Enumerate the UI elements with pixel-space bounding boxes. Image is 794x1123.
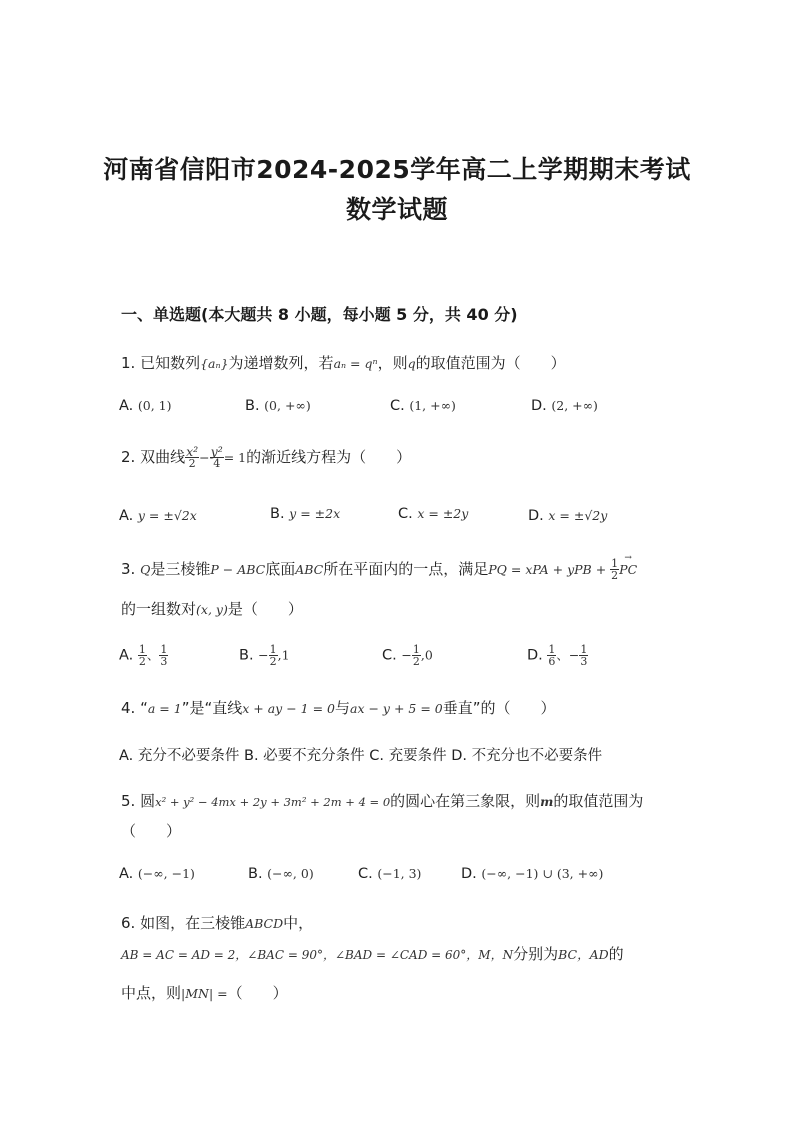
fraction <box>210 446 224 469</box>
fraction <box>185 446 199 469</box>
fraction-denominator: 4 <box>213 457 221 470</box>
option-math: y = ±√2x <box>137 508 197 523</box>
question-3-line2 <box>121 598 303 619</box>
question-number: 4. <box>121 699 136 717</box>
question-text: 是（ ） <box>227 600 303 618</box>
q5-option-d[interactable] <box>461 866 603 882</box>
minus-sign: − <box>568 647 580 663</box>
question-6-line2 <box>121 943 624 964</box>
math-expression: a = 1 <box>147 701 182 716</box>
option-math: (2, +∞) <box>551 398 598 413</box>
question-5 <box>121 790 643 811</box>
math-expression: P − ABC <box>210 562 266 577</box>
option-label: B. <box>270 506 285 522</box>
question-number: 5. <box>121 792 136 810</box>
fraction-denominator: 2 <box>269 655 277 668</box>
option-math: y = ±2x <box>289 506 341 521</box>
document-title-line1: 河南省信阳市2024-2025学年高二上学期期末考试 <box>103 155 691 184</box>
option-label: B. <box>245 398 260 414</box>
fraction-numerator: 1 <box>412 643 420 656</box>
option-label: D. <box>527 647 543 664</box>
fraction-numerator: 1 <box>160 643 168 656</box>
separator: 、 <box>556 647 569 663</box>
question-text: 如图，在三棱锥 <box>140 914 246 932</box>
fraction-numerator: 1 <box>269 643 277 656</box>
option-value: 0 <box>424 647 433 663</box>
math-expression: ABCD <box>245 916 284 931</box>
math-expression: x² + y² − 4mx + 2y + 3m² + 2m + 4 = 0 <box>155 795 391 809</box>
separator: 、 <box>146 647 160 663</box>
fraction-denominator: 2 <box>412 655 420 668</box>
option-label: A. <box>119 647 134 664</box>
option-label: D. <box>528 508 544 524</box>
question-number: 2. <box>121 448 136 466</box>
fraction-numerator: 1 <box>580 643 588 656</box>
question-3 <box>121 558 637 581</box>
option-label: C. <box>382 647 397 664</box>
question-text: 的圆心在第三象限，则 <box>390 792 541 810</box>
section-heading: 一、单选题(本大题共 8 小题，每小题 5 分，共 40 分) <box>121 305 518 324</box>
math-expression: aₙ = qⁿ <box>333 356 378 371</box>
question-6 <box>121 912 313 933</box>
question-text: 与 <box>334 699 350 717</box>
fraction <box>412 644 421 667</box>
option-label: C. <box>390 398 405 414</box>
math-expression: ABC <box>295 562 324 577</box>
q5-option-b[interactable] <box>248 866 314 882</box>
math-operator: − <box>199 450 210 465</box>
math-expression: m <box>540 794 554 809</box>
question-text: 分别为 <box>513 945 559 963</box>
question-number: 1. <box>121 354 136 372</box>
question-number: 3. <box>121 560 136 578</box>
q3-option-d[interactable] <box>527 644 588 667</box>
fraction-denominator: 6 <box>548 655 556 668</box>
vector-equation: PQ = xPA + yPB + <box>488 562 611 577</box>
q2-option-d[interactable] <box>528 508 607 524</box>
q2-option-c[interactable] <box>398 506 468 522</box>
fraction-denominator: 3 <box>580 655 588 668</box>
option-math: (−∞, −1) <box>137 866 195 881</box>
option-math: (−∞, −1) ∪ (3, +∞) <box>481 866 604 881</box>
question-number: 6. <box>121 914 136 932</box>
fraction <box>610 558 619 581</box>
math-expression: BC，AD <box>558 947 609 962</box>
question-text: 中点，则 <box>121 984 182 1002</box>
document-title-line2: 数学试题 <box>345 195 448 224</box>
question-text: ，则 <box>377 354 408 372</box>
option-math: (−∞, 0) <box>267 866 314 881</box>
question-text: ”是“直线 <box>181 699 243 717</box>
q3-option-b[interactable] <box>239 644 290 667</box>
option-math: (0, +∞) <box>264 398 311 413</box>
fraction-numerator: 1 <box>138 643 146 656</box>
math-expression: AB = AC = AD = 2，∠BAC = 90°，∠BAD = ∠CAD = 60°，M，N <box>121 948 514 962</box>
q1-option-a[interactable] <box>119 398 172 414</box>
fraction-numerator: x² <box>186 444 199 459</box>
question-text: 中， <box>283 914 314 932</box>
option-math: x = ±2y <box>417 506 469 521</box>
minus-sign: − <box>258 647 269 663</box>
question-text: 的取值范围为（ ） <box>415 354 566 372</box>
question-6-line3 <box>121 982 288 1003</box>
math-expression: (x, y) <box>196 602 228 617</box>
q3-option-c[interactable] <box>382 644 433 667</box>
q2-option-a[interactable] <box>119 508 197 524</box>
fraction-denominator: 2 <box>611 569 619 582</box>
question-text: 的 <box>608 945 624 963</box>
option-math: (0, 1) <box>137 398 172 413</box>
fraction-denominator: 2 <box>188 457 196 470</box>
option-label: D. <box>531 398 547 414</box>
fraction-denominator: 3 <box>160 655 168 668</box>
q3-option-a[interactable] <box>119 644 168 667</box>
option-label: D. <box>461 866 477 882</box>
question-text: 的一组数对 <box>121 600 197 618</box>
math-expression: |MN| = <box>181 986 228 1001</box>
question-text: 是三棱锥 <box>150 560 211 578</box>
question-text: 为递增数列，若 <box>228 354 334 372</box>
fraction-numerator: 1 <box>548 643 556 656</box>
option-label: C. <box>398 506 413 522</box>
q1-option-c[interactable] <box>390 398 456 414</box>
fraction-numerator: y² <box>210 444 223 459</box>
question-text: 的取值范围为 <box>553 792 644 810</box>
math-expression: q <box>407 356 416 371</box>
separator: , <box>420 647 425 663</box>
question-text: 已知数列 <box>140 354 201 372</box>
question-text: 底面 <box>265 560 296 578</box>
question-1 <box>121 352 566 373</box>
fraction-denominator: 2 <box>138 655 146 668</box>
question-5-line2: （ ） <box>121 822 182 840</box>
fraction <box>159 644 168 667</box>
q5-option-c[interactable] <box>358 866 421 882</box>
option-label: A. <box>119 508 134 524</box>
question-text: 圆 <box>140 792 156 810</box>
fraction <box>269 644 278 667</box>
math-expression: Q <box>140 562 151 577</box>
option-math: (−1, 3) <box>377 866 422 881</box>
option-label: B. <box>248 866 263 882</box>
q1-option-b[interactable] <box>245 398 311 414</box>
question-text: （ ） <box>227 984 288 1002</box>
option-label: A. <box>119 398 134 414</box>
fraction <box>138 644 147 667</box>
minus-sign: − <box>401 647 412 663</box>
fraction <box>579 644 588 667</box>
math-expression: x + ay − 1 = 0 <box>242 701 335 716</box>
math-expression: {aₙ} <box>200 356 229 371</box>
q4-options[interactable]: A. 充分不必要条件 B. 必要不充分条件 C. 充要条件 D. 不充分也不必要条件 <box>119 748 603 764</box>
separator: , <box>277 647 282 663</box>
option-label: B. <box>239 647 254 664</box>
question-text: 所在平面内的一点，满足 <box>323 560 489 578</box>
question-text: 双曲线 <box>140 448 186 466</box>
option-label: C. <box>358 866 373 882</box>
question-text: “ <box>140 699 148 717</box>
question-2 <box>121 446 411 469</box>
question-text: 垂直”的（ ） <box>442 699 556 717</box>
option-math: (1, +∞) <box>409 398 456 413</box>
math-expression: = 1 <box>223 450 247 465</box>
question-4 <box>121 697 556 718</box>
vector-pc: → PC <box>619 562 637 577</box>
q1-option-d[interactable] <box>531 398 598 414</box>
q2-option-b[interactable] <box>270 506 340 522</box>
question-text: 的渐近线方程为（ ） <box>246 448 412 466</box>
fraction-numerator: 1 <box>611 557 619 570</box>
q5-option-a[interactable] <box>119 866 195 882</box>
option-label: A. <box>119 866 134 882</box>
option-math: x = ±√2y <box>548 508 608 523</box>
math-expression: ax − y + 5 = 0 <box>350 701 443 716</box>
option-value: 1 <box>281 647 290 663</box>
